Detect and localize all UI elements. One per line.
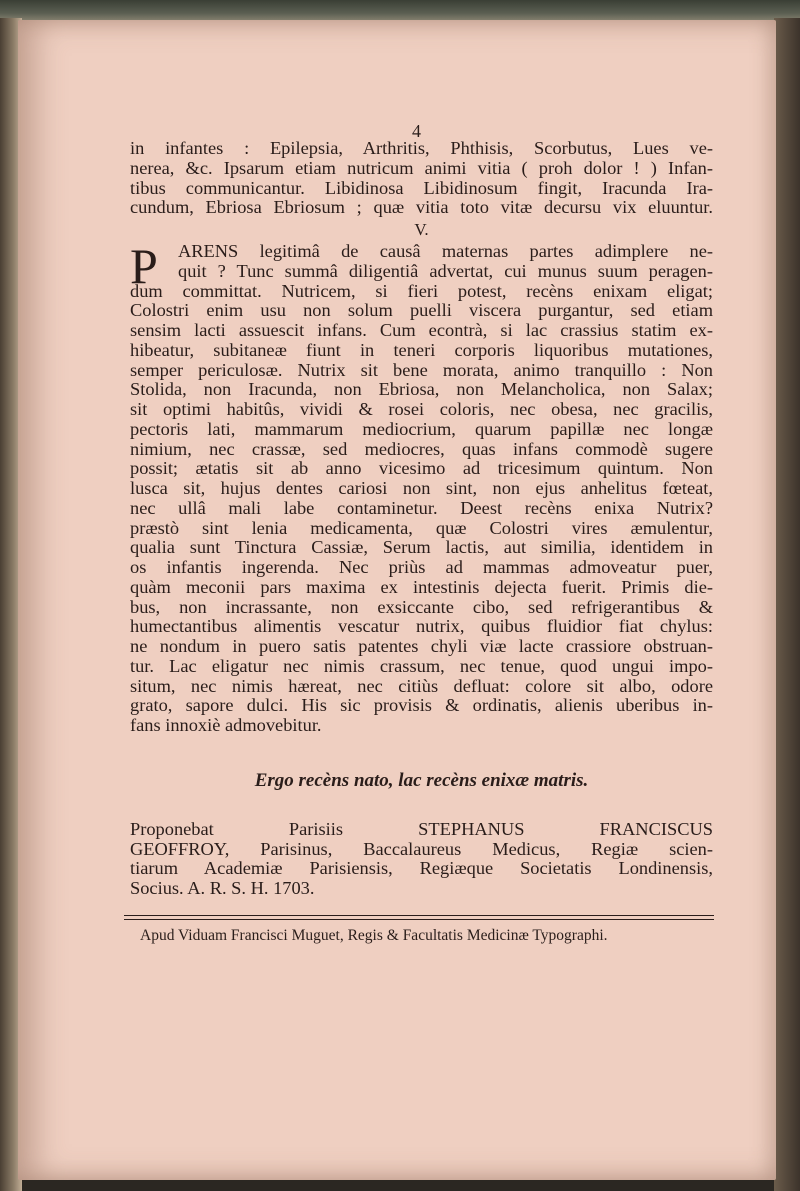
printer-imprint: Apud Viduam Francisci Muguet, Regis & Facultatis Medicinæ Typographi. [140, 926, 608, 944]
text-line: sensim lacti assuescit infans. Cum econtrà, si lac crassius statim ex- [130, 320, 713, 340]
page-text [130, 123, 713, 946]
text-line: cundum, Ebriosa Ebriosum ; quæ vitia toto vitæ decursu vix eluuntur. [130, 197, 713, 218]
drop-cap: P [130, 238, 158, 294]
text-line: nerea, &c. Ipsarum etiam nutricum animi vitia ( proh dolor ! ) Infan- [130, 157, 713, 178]
text-line: in infantes : Epilepsia, Arthritis, Phthisis, Scorbutus, Lues ve- [130, 138, 713, 158]
text-line: humectantibus alimentis vescatur nutrix, quibus fluidior fiat chylus: [130, 616, 713, 637]
text-line: tiarum Academiæ Parisiensis, Regiæque Societatis Londinensis, [130, 858, 713, 879]
text-line: quit ? Tunc summâ diligentiâ advertat, cui munus suum peragen- [178, 260, 713, 281]
top-paragraph [130, 139, 713, 218]
book-right-edge [774, 18, 800, 1191]
text-line: dum committat. Nutricem, si fieri potest, recèns enixam eligat; [130, 280, 713, 301]
text-line: Colostri enim usu non solum puelli viscera purgantur, sed etiam [130, 300, 713, 321]
text-line: ne nondum in puero satis patentes chyli viæ lacte crassiore obstruan- [130, 636, 713, 656]
text-line: situm, nec nimis hæreat, nec citiùs defluat: colore sit albo, odore [130, 675, 713, 696]
text-line: quàm meconii pars maxima ex intestinis dejecta fuerit. Primis die- [130, 576, 713, 597]
double-rule-divider [124, 915, 714, 920]
proponebat-paragraph [130, 820, 713, 899]
text-line: possit; ætatis sit ab anno vicesimo ad tricesimum quintum. Non [130, 458, 713, 479]
text-line: hibeatur, subitaneæ fiunt in teneri corporis liquoribus mutationes, [130, 339, 713, 360]
text-line: sit optimi habitûs, vividi & rosei coloris, nec obesa, nec gracilis, [130, 399, 713, 419]
text-line: tur. Lac eligatur nec nimis crassum, nec tenue, quod ungui impo- [130, 655, 713, 676]
text-line: GEOFFROY, Parisinus, Baccalaureus Medicus, Regiæ scien- [130, 838, 713, 859]
text-line: qualia sunt Tinctura Cassiæ, Serum lactis, aut similia, identidem in [130, 537, 713, 558]
text-line: præstò sint lenia medicamenta, quæ Colostri vires æmulentur, [130, 517, 713, 538]
text-line: fans innoxiè admovebitur. [130, 715, 322, 735]
text-line: bus, non incrassante, non exsiccante cibo, sed refrigerantibus & [130, 596, 713, 617]
text-line: Stolida, non Iracunda, non Ebriosa, non Melancholica, non Salax; [130, 379, 713, 400]
page-number: 4 [412, 121, 421, 141]
text-line: Proponebat Parisiis STEPHANUS FRANCISCUS [130, 818, 713, 839]
text-line: semper periculosæ. Nutrix sit bene morata, animo tranquillo : Non [130, 359, 713, 380]
section-number: V. [414, 220, 429, 239]
thesis-title: Ergo recèns nato, lac recèns enixæ matris. [254, 769, 589, 791]
text-line: os infantis ingerenda. Nec priùs ad mammas admoveatur puer, [130, 557, 713, 577]
text-line: nec ullâ mali labe contaminetur. Deest recèns enixa Nutrix? [130, 497, 713, 518]
text-line: lusca sit, hujus dentes cariosi non sint, non ejus anhelitus fœteat, [130, 478, 713, 498]
section-paragraph [130, 238, 713, 736]
text-line: ARENS legitimâ de causâ maternas partes adimplere ne- [178, 241, 713, 261]
text-line: Socius. A. R. S. H. 1703. [130, 878, 315, 898]
text-line: tibus communicantur. Libidinosa Libidinosum fingit, Iracunda Ira- [130, 177, 713, 198]
text-line: grato, sapore dulci. His sic provisis & ordinatis, alienis uberibus in- [130, 695, 713, 716]
text-line: pectoris lati, mammarum mediocrium, quarum papillæ nec longæ [130, 418, 713, 439]
text-line: nimium, nec crassæ, sed mediocres, quas infans commodè sugere [130, 438, 713, 459]
book-top-edge [0, 0, 800, 22]
